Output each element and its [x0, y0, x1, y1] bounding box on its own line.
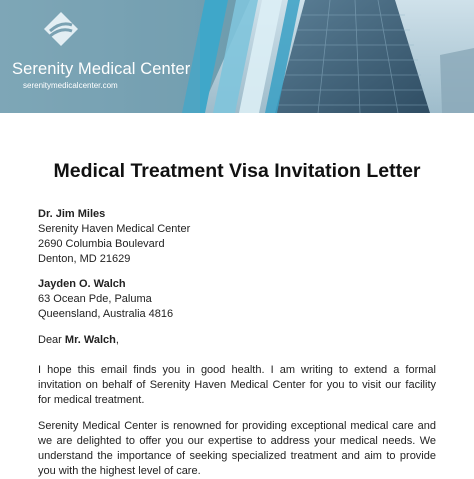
document-title: Medical Treatment Visa Invitation Letter: [53, 160, 421, 182]
sender-address: [38, 207, 436, 267]
recipient-street: 63 Ocean Pde, Paluma: [38, 293, 152, 305]
body-paragraph-1: I hope this email finds you in good health. I am writing to extend a formal invitation on behalf of Serenity Haven Medical Center for you to visit our facility for medical treatment.: [38, 364, 436, 406]
sender-organization: Serenity Haven Medical Center: [38, 223, 191, 235]
brand-name: Serenity Medical Center: [12, 60, 191, 78]
sender-street: 2690 Columbia Boulevard: [38, 238, 165, 250]
sender-name: Dr. Jim Miles: [38, 208, 106, 220]
salutation-punct: ,: [115, 334, 119, 346]
body-paragraph-2: Serenity Medical Center is renowned for providing exceptional medical care and we are delighted to offer you our expertise to address your medical needs. We understand the importance of seeking specialized treatment and aim to provide you with the highest level of care.: [38, 420, 436, 477]
recipient-city: Queensland, Australia 4816: [38, 308, 174, 320]
recipient-address: [38, 277, 436, 322]
recipient-name: Jayden O. Walch: [38, 278, 126, 290]
header-banner: [0, 0, 474, 113]
salutation-name: Mr. Walch: [64, 334, 116, 346]
salutation: [38, 333, 436, 348]
diamond-logo-icon: [43, 11, 79, 47]
salutation-greeting: Dear: [38, 334, 65, 346]
website-url: serenitymedicalcenter.com: [23, 81, 118, 90]
sender-city: Denton, MD 21629: [38, 253, 131, 265]
